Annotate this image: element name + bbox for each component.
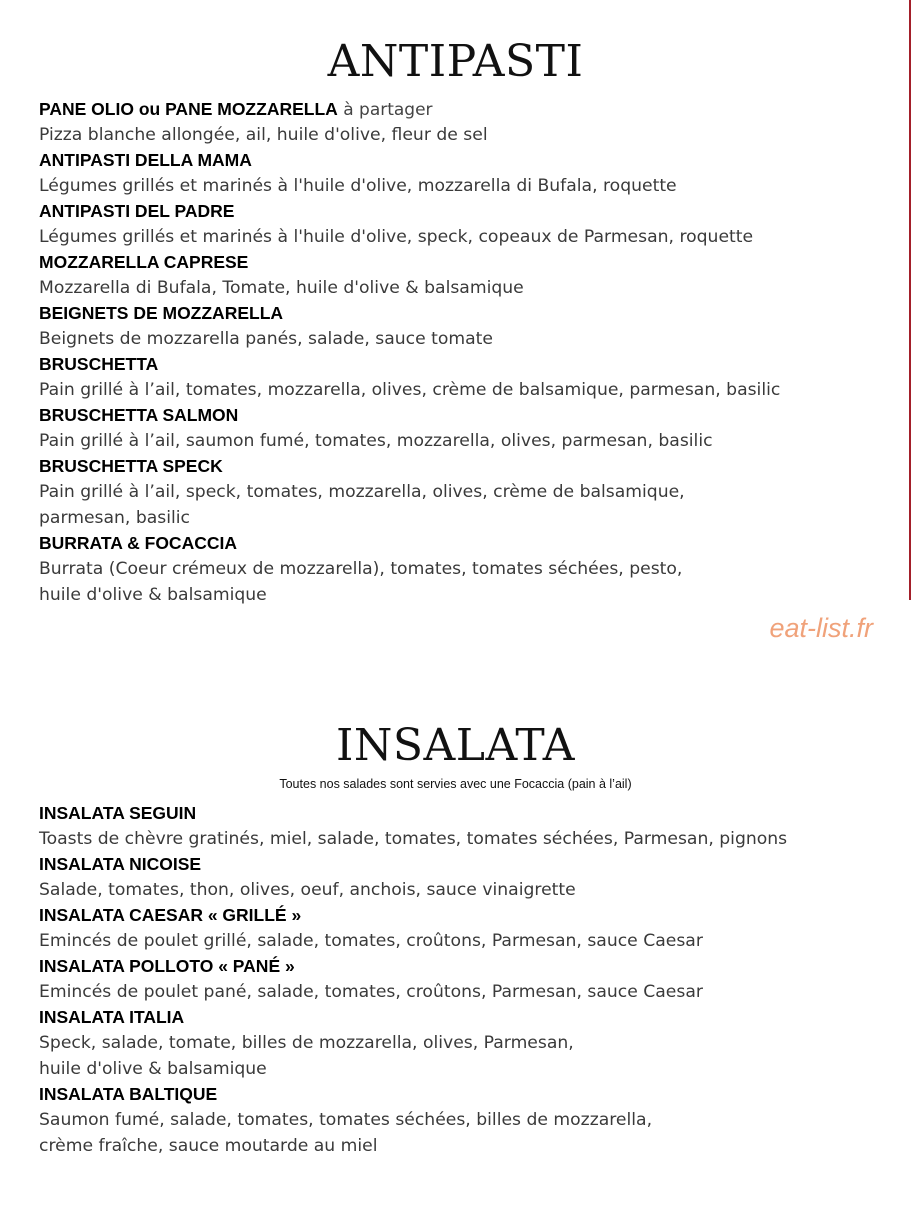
- menu-item-name-row: [39, 954, 899, 979]
- menu-item-name: INSALATA CAESAR « GRILLÉ »: [39, 905, 302, 925]
- menu-item-description: Pain grillé à l’ail, saumon fumé, tomates, mozzarella, olives, parmesan, basilic: [39, 431, 713, 451]
- menu-item: [39, 903, 899, 954]
- menu-item-name-row: [39, 1082, 899, 1107]
- menu-item-name: BEIGNETS DE MOZZARELLA: [39, 303, 284, 323]
- menu-item-name-row: [39, 1005, 899, 1030]
- menu-item-description: Toasts de chèvre gratinés, miel, salade, tomates, tomates séchées, Parmesan, pignons: [39, 829, 788, 849]
- menu-item: [39, 531, 899, 608]
- menu-item-description: parmesan, basilic: [39, 508, 191, 528]
- menu-item-description: Pain grillé à l’ail, speck, tomates, mozzarella, olives, crème de balsamique,: [39, 482, 685, 502]
- menu-item-description: Pain grillé à l’ail, tomates, mozzarella, olives, crème de balsamique, parmesan, basilic: [39, 380, 781, 400]
- menu-item-description: Burrata (Coeur crémeux de mozzarella), tomates, tomates séchées, pesto,: [39, 559, 683, 579]
- menu-item: [39, 199, 899, 250]
- section-note-insalata: Toutes nos salades sont servies avec une Focaccia (pain à l’ail): [279, 777, 632, 791]
- menu-item-description: Emincés de poulet grillé, salade, tomates, croûtons, Parmesan, sauce Caesar: [39, 931, 703, 951]
- menu-item-description: Légumes grillés et marinés à l'huile d'olive, speck, copeaux de Parmesan, roquette: [39, 227, 754, 247]
- menu-item: [39, 801, 899, 852]
- menu-item: [39, 954, 899, 1005]
- menu-item-name: ANTIPASTI DELLA MAMA: [39, 150, 252, 170]
- menu-item-name: INSALATA POLLOTO « PANÉ »: [39, 956, 295, 976]
- menu-item-name: INSALATA NICOISE: [39, 854, 202, 874]
- menu-item-name-row: [39, 852, 899, 877]
- menu-item-name: BRUSCHETTA: [39, 354, 159, 374]
- menu-item-name-row: [39, 801, 899, 826]
- menu-item-name-row: [39, 903, 899, 928]
- menu-item-name: BRUSCHETTA SPECK: [39, 456, 223, 476]
- menu-item-name-row: [39, 250, 899, 275]
- menu-item-description: Beignets de mozzarella panés, salade, sauce tomate: [39, 329, 493, 349]
- menu-item-name: BURRATA & FOCACCIA: [39, 533, 237, 553]
- menu-item: [39, 148, 899, 199]
- watermark-eat-list: eat-list.fr: [769, 613, 873, 643]
- menu-item-description: Salade, tomates, thon, olives, oeuf, anchois, sauce vinaigrette: [39, 880, 576, 900]
- menu-item-name-row: [39, 531, 899, 556]
- menu-item-description: Speck, salade, tomate, billes de mozzarella, olives, Parmesan,: [39, 1033, 574, 1053]
- menu-item: [39, 250, 899, 301]
- menu-item-name: ANTIPASTI DEL PADRE: [39, 201, 235, 221]
- menu-item-description: Pizza blanche allongée, ail, huile d'olive, fleur de sel: [39, 125, 488, 145]
- menu-item-name: PANE OLIO ou PANE MOZZARELLA: [39, 99, 338, 119]
- menu-item-name-row: [39, 454, 899, 479]
- menu-item-description: Légumes grillés et marinés à l'huile d'olive, mozzarella di Bufala, roquette: [39, 176, 677, 196]
- menu-item-name-row: [39, 301, 899, 326]
- section-title-insalata: INSALATA: [335, 720, 576, 771]
- insalata-list: [39, 801, 899, 1159]
- menu-item-description: Saumon fumé, salade, tomates, tomates séchées, billes de mozzarella,: [39, 1110, 653, 1130]
- menu-item: [39, 1005, 899, 1082]
- menu-item: [39, 852, 899, 903]
- antipasti-list: [39, 97, 899, 608]
- menu-item-description: Emincés de poulet pané, salade, tomates, croûtons, Parmesan, sauce Caesar: [39, 982, 703, 1002]
- menu-item-note: à partager: [337, 100, 433, 120]
- section-title-antipasti: ANTIPASTI: [327, 36, 584, 87]
- menu-item: [39, 301, 899, 352]
- menu-item-name-row: [39, 199, 899, 224]
- menu-item-name: INSALATA ITALIA: [39, 1007, 185, 1027]
- menu-item-description: huile d'olive & balsamique: [39, 585, 267, 605]
- menu-item: [39, 1082, 899, 1159]
- menu-item-name: INSALATA BALTIQUE: [39, 1084, 218, 1104]
- menu-item: [39, 352, 899, 403]
- menu-item-name-row: [39, 148, 899, 173]
- menu-item-name-row: [39, 403, 899, 428]
- menu-item-name: MOZZARELLA CAPRESE: [39, 252, 249, 272]
- menu-item-name: BRUSCHETTA SALMON: [39, 405, 239, 425]
- menu-item-name: INSALATA SEGUIN: [39, 803, 197, 823]
- menu-item-description: Mozzarella di Bufala, Tomate, huile d'olive & balsamique: [39, 278, 524, 298]
- menu-item: [39, 403, 899, 454]
- menu-item: [39, 454, 899, 531]
- menu-item-name-row: [39, 352, 899, 377]
- menu-item: [39, 97, 899, 148]
- menu-item-name-row: [39, 97, 899, 122]
- menu-item-description: huile d'olive & balsamique: [39, 1059, 267, 1079]
- menu-item-description: crème fraîche, sauce moutarde au miel: [39, 1136, 378, 1156]
